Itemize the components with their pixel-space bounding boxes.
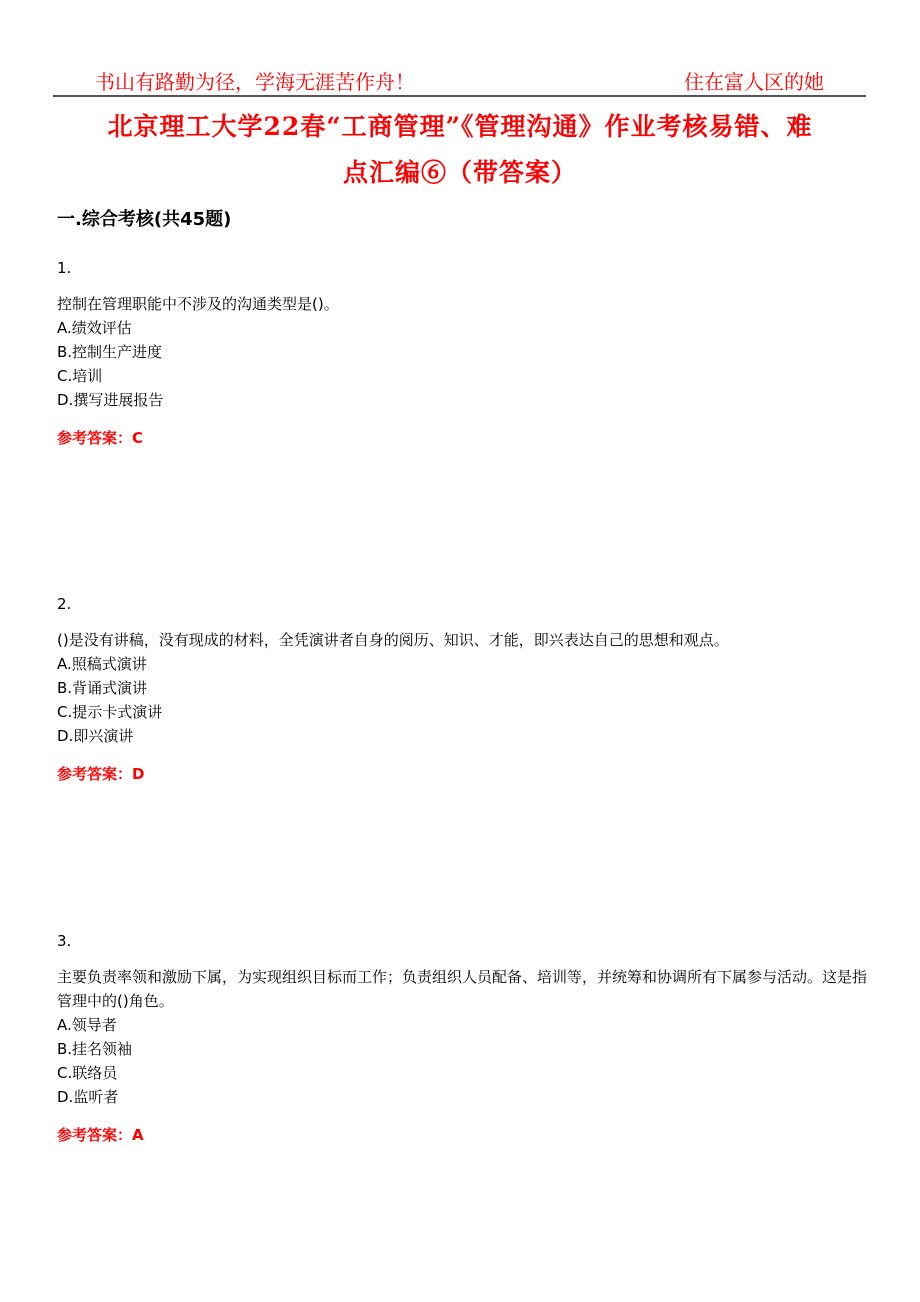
reference-answer: 参考答案：A xyxy=(57,1126,144,1144)
question-3 xyxy=(57,931,877,1147)
option-c: C.联络员 xyxy=(57,1064,118,1082)
section-heading: 一.综合考核(共45题) xyxy=(57,209,232,230)
reference-answer: 参考答案：D xyxy=(57,765,145,783)
question-stem: 主要负责率领和激励下属，为实现组织目标而工作；负责组织人员配备、培训等，并统筹和协调所有下属参与活动。这是指管理中的()角色。 xyxy=(57,968,868,1010)
option-d: D.即兴演讲 xyxy=(57,727,134,745)
option-b: B.挂名领袖 xyxy=(57,1040,133,1058)
option-b: B.控制生产进度 xyxy=(57,343,163,361)
question-1 xyxy=(57,258,877,450)
header-motto: 书山有路勤为径，学海无涯苦作舟！ xyxy=(95,70,415,94)
option-c: C.培训 xyxy=(57,367,103,385)
question-stem: ()是没有讲稿，没有现成的材料，全凭演讲者自身的阅历、知识、才能，即兴表达自己的思想和观点。 xyxy=(57,631,729,649)
header-signature: 住在富人区的她 xyxy=(684,70,824,94)
document-title-line-2: 点汇编⑥（带答案） xyxy=(342,158,577,187)
option-b: B.背诵式演讲 xyxy=(57,679,148,697)
reference-answer: 参考答案：C xyxy=(57,429,144,447)
option-d: D.撰写进展报告 xyxy=(57,391,164,409)
document-title-line-1: 北京理工大学22春“工商管理”《管理沟通》作业考核易错、难 xyxy=(107,112,813,141)
question-number: 1. xyxy=(57,259,72,277)
question-number: 3. xyxy=(57,932,72,950)
page-header xyxy=(53,64,866,96)
question-stem: 控制在管理职能中不涉及的沟通类型是()。 xyxy=(57,295,339,313)
option-c: C.提示卡式演讲 xyxy=(57,703,163,721)
option-d: D.监听者 xyxy=(57,1088,119,1106)
document-title xyxy=(40,104,880,196)
option-a: A.照稿式演讲 xyxy=(57,655,147,673)
option-a: A.绩效评估 xyxy=(57,319,132,337)
header-divider xyxy=(53,95,866,97)
option-a: A.领导者 xyxy=(57,1016,117,1034)
question-2 xyxy=(57,594,877,786)
question-number: 2. xyxy=(57,595,72,613)
